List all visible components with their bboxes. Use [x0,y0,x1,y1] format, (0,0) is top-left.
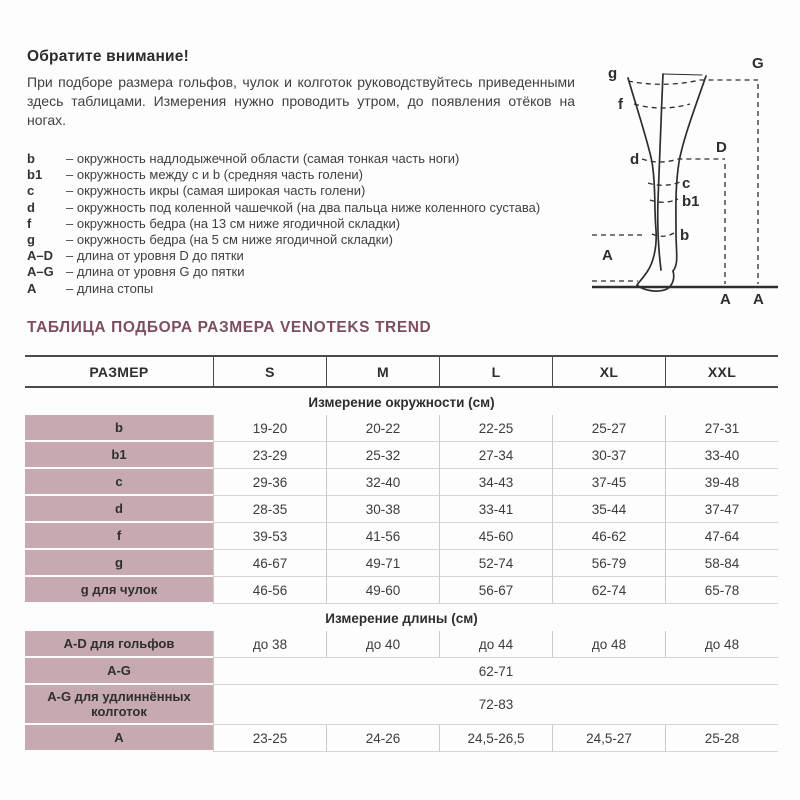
row-label: f [25,523,213,550]
measure-lines [592,80,758,284]
legend-code: d [27,199,35,215]
section-row [25,388,778,415]
value-cell: 52-74 [439,550,552,577]
label-D: D [716,139,727,156]
row-label: A-G для удлиннённых колготок [25,685,213,725]
value-cell: 27-34 [439,442,552,469]
legend-text: – окружность надлодыжечной области (самая тонкая часть ноги) [66,151,460,166]
legend-item [27,216,592,232]
size-column-header: XXL [665,355,778,388]
legend-item [27,232,592,248]
notice-body: При подборе размера гольфов, чулок и колготок руководствуйтесь приведенными здесь таблицами. Измерения нужно проводить утром, до появления отёков на ногах. [27,74,575,128]
value-cell: 47-64 [665,523,778,550]
size-table-title: ТАБЛИЦА ПОДБОРА РАЗМЕРА VENOTEKS TREND [27,319,432,336]
value-cell: 25-28 [665,725,778,752]
size-column-header: M [326,355,439,388]
table-row [25,550,778,577]
legend-item [27,200,592,216]
legend-code: c [27,183,35,199]
section-title: Измерение длины (см) [25,604,778,631]
leg-diagram-svg [586,40,790,312]
table-row [25,631,778,658]
value-cell: 37-45 [552,469,665,496]
row-label: d [25,496,213,523]
size-table-body [25,388,778,752]
size-column-header: L [439,355,552,388]
legend-text: – окружность бедра (на 5 см ниже ягодичной складки) [66,232,393,248]
value-cell: 32-40 [326,469,439,496]
value-cell: 56-67 [439,577,552,604]
legend-text: – окружность бедра (на 13 см ниже ягодичной складки) [66,215,401,231]
legend-item [27,151,592,167]
table-row [25,685,778,725]
legend-text: – окружность под коленной чашечкой (на два пальца ниже коленного сустава) [66,199,541,215]
span-value-cell: 72-83 [213,685,778,725]
legend-code: g [27,232,35,248]
value-cell: 45-60 [439,523,552,550]
legend-list [27,151,592,297]
value-cell: до 40 [326,631,439,658]
section-row [25,604,778,631]
value-cell: 30-37 [552,442,665,469]
row-label: b1 [25,442,213,469]
row-label: g [25,550,213,577]
value-cell: 23-29 [213,442,326,469]
size-column-header: S [213,355,326,388]
legend-text: – длина от уровня G до пятки [66,264,245,280]
value-cell: 24,5-26,5 [439,725,552,752]
value-cell: до 44 [439,631,552,658]
row-label: g для чулок [25,577,213,604]
value-cell: до 38 [213,631,326,658]
value-cell: до 48 [552,631,665,658]
value-cell: 39-48 [665,469,778,496]
legend-text: – длина стопы [66,280,154,296]
label-d: d [630,151,640,168]
leg-outline [628,74,706,291]
value-cell: 46-67 [213,550,326,577]
section-title: Измерение окружности (см) [25,388,778,415]
value-cell: 20-22 [326,415,439,442]
span-value-cell: 62-71 [213,658,778,685]
value-cell: 25-27 [552,415,665,442]
value-cell: 22-25 [439,415,552,442]
row-label: A [25,725,213,752]
label-A-bottom2: A [753,291,764,308]
legend-code: f [27,215,32,231]
table-row [25,577,778,604]
value-cell: 33-41 [439,496,552,523]
label-c: c [682,175,691,192]
value-cell: 34-43 [439,469,552,496]
value-cell: 46-62 [552,523,665,550]
value-cell: 29-36 [213,469,326,496]
value-cell: 41-56 [326,523,439,550]
label-G: G [752,55,764,72]
size-table-header-label: РАЗМЕР [25,355,213,388]
legend-text: – окружность между c и b (средняя часть голени) [66,167,363,183]
legend-item [27,183,592,199]
table-row [25,469,778,496]
size-table [25,355,778,752]
legend-item [27,264,592,280]
legend-code: b1 [27,167,43,183]
value-cell: 23-25 [213,725,326,752]
table-row [25,415,778,442]
legend-code: A–G [27,264,54,280]
legend-text: – длина от уровня D до пятки [66,248,244,264]
table-row [25,523,778,550]
value-cell: 46-56 [213,577,326,604]
value-cell: 49-71 [326,550,439,577]
size-table-header-row [25,355,778,388]
legend-item [27,281,592,297]
legend-code: A [27,280,37,296]
label-b: b [680,227,690,244]
legend-item [27,248,592,264]
value-cell: 37-47 [665,496,778,523]
value-cell: 39-53 [213,523,326,550]
notice-title: Обратите внимание! [27,48,189,65]
value-cell: 35-44 [552,496,665,523]
value-cell: 56-79 [552,550,665,577]
notice-block [27,48,575,130]
diagram-labels [602,55,764,308]
label-f: f [618,96,623,113]
value-cell: 25-32 [326,442,439,469]
label-g: g [608,65,618,82]
legend-item [27,167,592,183]
value-cell: 49-60 [326,577,439,604]
legend-code: b [27,151,35,166]
value-cell: 65-78 [665,577,778,604]
label-A-bottom1: A [720,291,731,308]
value-cell: 24,5-27 [552,725,665,752]
value-cell: 33-40 [665,442,778,469]
label-b1: b1 [682,193,700,210]
value-cell: 62-74 [552,577,665,604]
size-column-header: XL [552,355,665,388]
value-cell: 19-20 [213,415,326,442]
legend-code: A–D [27,248,54,264]
value-cell: 24-26 [326,725,439,752]
table-row [25,442,778,469]
leg-measurement-diagram [586,40,790,312]
label-A-left: A [602,247,613,264]
value-cell: 30-38 [326,496,439,523]
row-label: A-G [25,658,213,685]
row-label: A-D для гольфов [25,631,213,658]
value-cell: 27-31 [665,415,778,442]
table-row [25,496,778,523]
table-row [25,725,778,752]
row-label: c [25,469,213,496]
legend-text: – окружность икры (самая широкая часть голени) [66,183,366,199]
table-row [25,658,778,685]
value-cell: 58-84 [665,550,778,577]
value-cell: до 48 [665,631,778,658]
row-label: b [25,415,213,442]
value-cell: 28-35 [213,496,326,523]
